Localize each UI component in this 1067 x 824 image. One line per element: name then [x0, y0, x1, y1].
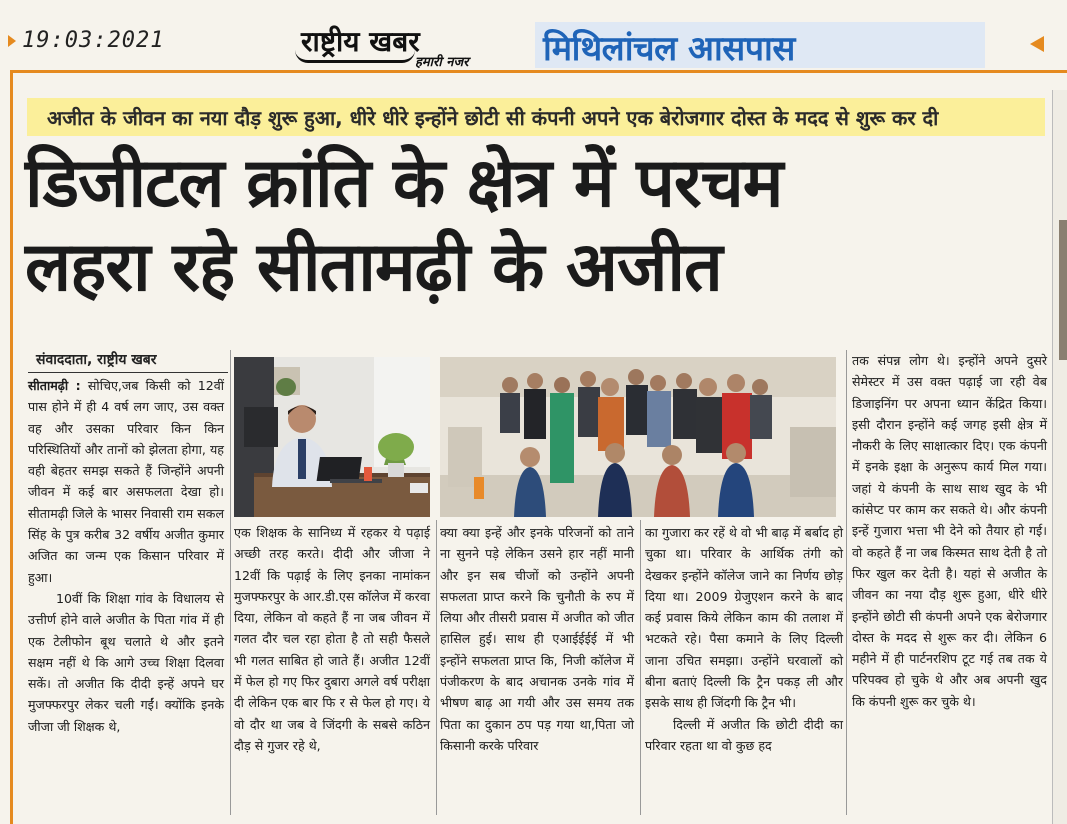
masthead — [295, 22, 985, 68]
headline-line-2: लहरा रहे सीतामढ़ी के अजीत — [25, 228, 722, 307]
byline: संवाददाता, राष्ट्रीय खबर — [36, 352, 157, 368]
column-divider — [230, 350, 231, 815]
column-5-paragraph: तक संपन्न लोग थे। इन्होंने अपने दुसरे सेमेस्टर में उस वक्त पढ़ाई जा रही वेब डिजाइनिंग पर अपना ध्यान केंद्रित किया। इसी दौरान इन्होंने कई जगह इसी क्षेत्र में नौकरी के लिए साक्षात्कार दिए। एक कंपनी में इनके इक्षा के अनुरूप कार्य मिल गया। जहां ये कंपनी के साथ साथ खुद के भी कांसेप्ट पर काम कर सकते थे। और कंपनी इन्हें गुजारा भत्ता भी देने को तैयार हो गई। वो कहते हैं ना जब किस्मत साथ देती है तो फिर खुल कर देती है। यहां से अजीत के जीवन का नया दौड़ शुरू हुआ, धीरे धीरे इन्होंने छोटी सी कंपनी अपने एक बेरोजगार दोस्त के मदद से शुरू कर दी। लेकिन 6 महीने में ही पार्टनरशिप टूट गई तब तक ये परिपक्व हो चुके थे और अब अपनी खुद कि कंपनी शुरू कर चुके थे। — [852, 353, 1047, 709]
column-3-paragraph: क्या क्या इन्हें और इनके परिजनों को ताने ना सुनने पड़े लेकिन उसने हार नहीं मानी और इन सब चीजों को उन्होंने अपनी सफलता प्राप्त करने कि चुनौती के रुप में लिया और तीसरी प्रवास में अजीत को जीत हासिल हुई। साथ ही एआईईईई में भी इन्होंने सफलता प्राप्त कि, निजी कॉलेज में पंजीकरण के बाद अचानक उनके गांव में भीषण बाढ़ आ गयी और उस समय तक पिता का दुकान ठप पड़ गया था,पिता जो किसानी करके परिवार — [440, 525, 634, 753]
headline-line-1: डिजीटल क्रांति के क्षेत्र में परचम — [25, 144, 783, 223]
column-divider — [640, 520, 641, 815]
issue-date — [8, 28, 164, 53]
adjacent-photo — [1059, 220, 1067, 360]
column-1-paragraph-1: सोचिए,जब किसी को 12वीं पास होने में ही 4 वर्ष लग जाए, उस वक्त वह और उसका परिवार किन किन परिस्थितियों और तानों को झेलता होगा, यह वही बेहतर समझ सकते हैं जिन्होंने अपनी जीवन में कई बार असफलता देखा हो। सीतामढ़ी जिले के भासर निवासी राम सकल सिंह के पुत्र करीब 32 वर्षीय अजीत कुमार अजित का जन्म एक किसान परिवार में हुआ। — [28, 378, 224, 585]
column-4-paragraph-2: दिल्ली में अजीत कि छोटी दीदी का परिवार रहता था वो कुछ हद — [645, 716, 843, 753]
triangle-left-icon — [1030, 36, 1044, 52]
article-column-4 — [645, 522, 843, 756]
section-title: मिथिलांचल आसपास — [543, 29, 795, 69]
header-rule — [10, 70, 1067, 73]
kicker-text: अजीत के जीवन का नया दौड़ शुरू हुआ, धीरे धीरे इन्होंने छोटी सी कंपनी अपने एक बेरोजगार दोस्त के मदद से शुरू कर दी — [47, 106, 939, 130]
column-2-paragraph: एक शिक्षक के सानिध्य में रहकर ये पढ़ाई अच्छी तरह करते। दीदी और जीजा ने 12वीं कि पढ़ाई के लिए इनका नामांकन मुजफ्फरपुर के आर.डी.एस कॉलेज में करवा दिया, लेकिन वो कहते हैं ना जब जीवन में गलत दौर चल रहा होता है तो सही फैसले भी गलत साबित हो जाते हैं। अजीत 12वीं में फेल हो गए फिर दुबारा अगले वर्ष परीक्षा दी लेकिन एक बार फि र से फेल हो गए। ये वो दौर था जब वे जिंदगी के सबसे कठिन दौड़ से गुजर रहे थे, — [234, 525, 430, 753]
headline — [25, 142, 1050, 310]
brand-name: राष्ट्रीय खबर — [301, 25, 420, 58]
photo-team-group-image — [440, 357, 836, 517]
column-4-paragraph-1: का गुजारा कर रहें थे वो भी बाढ़ में बर्बाद हो चुका था। परिवार के आर्थिक तंगी को देखकर इन्होंने कॉलेज जाने का निर्णय छोड़ दिया था। 2009 ग्रेजुएशन करने के बाद कई प्रवास किये लेकिन काम की तलाश में भटकते रहे। पैसा कमाने के लिए दिल्ली जाना उचित समझा। उन्होंने घरवालों को बीना बताएं दिल्ली कि ट्रैन पकड़ ली और इसके साथ ही जिंदगी कि ट्रैन भी। — [645, 525, 843, 711]
article-column-2 — [234, 522, 430, 756]
photo-man-at-desk-image — [234, 357, 430, 517]
column-divider — [846, 350, 847, 815]
brand-tagline: हमारी नजर — [415, 55, 469, 70]
article-column-1 — [28, 375, 224, 737]
article-column-5 — [852, 350, 1047, 712]
issue-date-text: 19:03:2021 — [22, 28, 165, 53]
adjacent-column-edge — [1052, 90, 1067, 824]
logo-swoosh-icon — [295, 50, 415, 63]
triangle-icon — [8, 35, 16, 47]
left-rule — [10, 70, 13, 824]
column-1-paragraph-2: 10वीं कि शिक्षा गांव के विधालय से उत्तीर्ण होने वाले अजीत के पिता गांव में ही एक टेलीफोन बूथ चलाते थे और इतने सक्षम नहीं थे कि आगे उच्च शिक्षा दिलवा सकें। तो अजीत कि दीदी इन्हें अपने घर मुजफ्फरपुर लेकर चली गईं। क्योंकि इनके जीजा जी शिक्षक थे, — [28, 590, 224, 734]
section-banner — [535, 22, 985, 68]
photo-man-at-desk — [234, 357, 430, 517]
byline-rule — [28, 372, 228, 373]
article-column-3 — [440, 522, 634, 756]
dateline: सीतामढ़ी : — [28, 378, 81, 393]
photo-team-group — [440, 357, 836, 517]
brand-logo — [295, 22, 535, 68]
column-divider — [436, 520, 437, 815]
kicker-strip — [27, 98, 1045, 136]
page-header — [0, 0, 1067, 70]
